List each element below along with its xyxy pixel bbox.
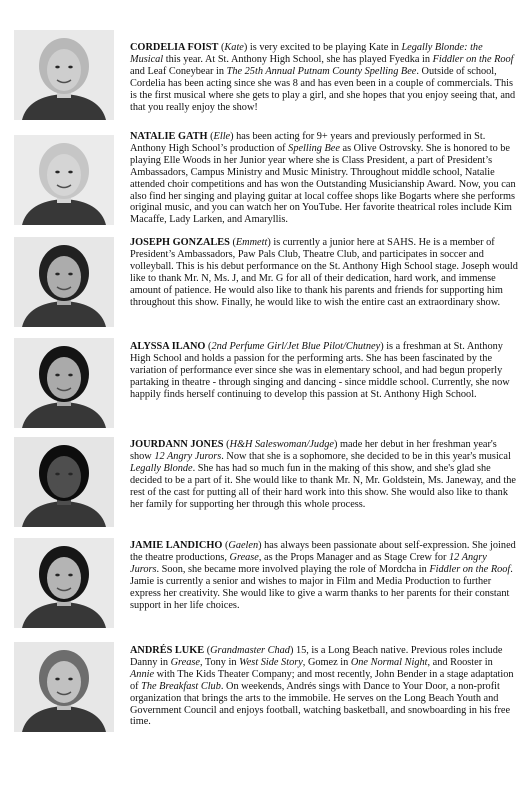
bio-text [130, 540, 518, 611]
cast-name: CORDELIA FOIST [130, 42, 219, 53]
left-eye [55, 473, 59, 476]
face [47, 357, 81, 399]
face [47, 49, 81, 91]
bio-text [130, 131, 518, 226]
bio-sentence: . Outside of school, Cordelia has been acting since she was 8 and has even been in a couple of commercials. This is the first musical where she gets to play a girl, and she hopes that you enjoy seeing that, and that you really enjoy the show! [130, 65, 516, 113]
face [47, 456, 81, 498]
bio-sentence: . On weekends, Andrés sings with Dance to Your Door, a non-profit organization that brings the arts to the immobile. He serves on the Long Beach Youth and Government Council and enjoys football, watching basketball, and snowboarding in his free time. [130, 680, 511, 728]
headshot-portrait [14, 642, 114, 732]
right-eye [68, 574, 72, 577]
headshot-portrait [14, 338, 114, 428]
bio-title-ref: 12 Angry Jurors [130, 551, 487, 575]
left-eye [55, 678, 59, 681]
bio-sentence: . She has had so much fun in the making of this show, and she's glad she decided to be a part of it. She would like to thank Mr. N, Mr. Goldstein, Ms. Janeway, and the rest of the cast for putting all of their hard work into this show. She would also like to thank her family for supporting her through this whole process. [130, 462, 516, 510]
role-close: ) [289, 645, 294, 656]
left-eye [55, 66, 59, 69]
role-close: ) [230, 131, 234, 142]
role-close: ) [380, 341, 384, 352]
bio-body [130, 645, 514, 727]
bio-title-ref: Spelling Bee [288, 142, 340, 154]
bio-text [130, 237, 518, 308]
headshot-photo [14, 437, 114, 527]
bio-title-ref: Grease [229, 551, 259, 563]
face [47, 661, 81, 703]
bio-sentence: is very excited to be playing Kate in [247, 42, 402, 53]
cast-name: NATALIE GATH [130, 131, 208, 142]
headshot-portrait [14, 237, 114, 327]
face [47, 154, 81, 196]
bio-text [130, 645, 518, 728]
headshot-photo [14, 30, 114, 120]
bio-title-ref: The Breakfast Club [141, 680, 221, 692]
right-eye [68, 374, 72, 377]
bio-sentence: is currently a junior here at SAHS. He is a member of President’s Ambassadors, Paw Pals Club, Theatre Club, and participates in soccer and volleyball. This is his debut performance on the St. Anthony High School stage. Joseph would like to thank Mr. N, Ms. J, and Mr. G for all of their dedication, hard work, and immense amount of patience. He would also like to thank his parents and friends for supporting him throughout this show. Finally, he would like to wish the entire cast an extraordinary show. [130, 237, 518, 308]
bio-sentence: , Tony in [199, 656, 240, 668]
bio-title-ref: Legally Blonde [130, 462, 193, 474]
bio-title-ref: West Side Story [239, 656, 303, 668]
bio-title-ref: Fiddler on the Roof [429, 563, 511, 575]
bio-sentence: this year. At St. Anthony High School, she has played Fyedka in [163, 53, 433, 65]
bio-title-ref: Annie [130, 668, 155, 680]
bio-title-ref: 12 Angry Jurors [154, 450, 222, 462]
cast-role: 2nd Perfume Girl/Jet Blue Pilot/Chutney [211, 341, 381, 352]
bio-sentence: made her debut in her freshman year's show [130, 439, 497, 462]
headshot-portrait [14, 30, 114, 120]
bio-sentence: . Soon, she became more involved playing the role of Mordcha in [156, 563, 430, 575]
bio-title-ref: Grease [170, 656, 200, 668]
role-open: ( [224, 540, 229, 551]
role-close: ) [258, 540, 262, 551]
cast-name: ALYSSA ILANO [130, 341, 206, 352]
cast-name: JOURDANN JONES [130, 439, 224, 450]
cast-name: JOSEPH GONZALES [130, 237, 230, 248]
cast-role: Emmett [235, 237, 268, 248]
left-eye [55, 374, 59, 377]
bio-sentence: with The Kids Theater Company; and most recently, John Bender in a stage adaptation of [130, 668, 514, 692]
headshot-portrait [14, 437, 114, 527]
headshot-photo [14, 538, 114, 628]
right-eye [68, 473, 72, 476]
right-eye [68, 66, 72, 69]
headshot-portrait [14, 135, 114, 225]
bio-title-ref: One Normal Night [350, 656, 428, 668]
right-eye [68, 171, 72, 174]
cast-name: ANDRÉS LUKE [130, 645, 205, 656]
role-open: ( [206, 645, 211, 656]
left-eye [55, 171, 59, 174]
left-eye [55, 273, 59, 276]
bio-sentence: . Jamie is currently a senior and wishes to major in Film and Media Production to further express her creativity. She would like to give a warm thanks to her parents for their constant support in her life choices. [130, 563, 513, 611]
headshot-photo [14, 237, 114, 327]
cast-name: JAMIE LANDICHO [130, 540, 223, 551]
bio-title-ref: The 25th Annual Putnam County Spelling Bee [226, 65, 417, 77]
bio-sentence: , and Rooster in [427, 656, 493, 668]
role-open: ( [220, 42, 225, 53]
cast-role: Elle [213, 131, 231, 142]
cast-role: Kate [224, 42, 244, 53]
bio-title-ref: Legally Blonde: the Musical [130, 42, 483, 65]
role-open: ( [208, 341, 212, 352]
cast-role: Gaelen [228, 540, 259, 551]
bio-sentence: 15, is a Long Beach native. Previous roles include Danny in [130, 645, 503, 668]
right-eye [68, 678, 72, 681]
bio-text [130, 341, 518, 401]
cast-role: H&H Saleswoman/Judge [229, 439, 334, 450]
bio-sentence: has been acting for 9+ years and previously performed in St. Anthony High School’s production of [130, 131, 486, 154]
headshot-photo [14, 338, 114, 428]
bio-title-ref: Fiddler on the Roof [432, 53, 514, 65]
bio-sentence: and Leaf Coneybear in [130, 65, 227, 77]
headshot-photo [14, 642, 114, 732]
role-open: ( [226, 439, 230, 450]
cast-role: Grandmaster Chad [210, 645, 290, 656]
headshot-portrait [14, 538, 114, 628]
bio-sentence: as Olive Ostrovsky. She is honored to be playing Elle Woods in her Junior year where she is Class President, a part of President’s Ambassadors, Campus Ministry and Music Ministry. Throughout middle school, Natalie attended choir competitions and has won the Outstanding Musicianship Award. Now, you can also find her singing and playing guitar at local coffee shops like Bogarts where she performs original music, and you can watch her on YouTube. Her favorite theatrical roles include Kim Macaffe, Lady Larken, and Amaryllis. [130, 142, 516, 226]
face [47, 557, 81, 599]
role-close: ) [267, 237, 271, 248]
left-eye [55, 574, 59, 577]
bio-sentence: . Now that she is a sophomore, she decided to be in this year's musical [221, 450, 511, 462]
bio-sentence: , Gomez in [302, 656, 351, 668]
role-close: ) [333, 439, 338, 450]
role-open: ( [232, 237, 236, 248]
bio-text [130, 42, 518, 113]
right-eye [68, 273, 72, 276]
role-open: ( [210, 131, 214, 142]
bio-sentence: , as the Props Manager and as Stage Crew for [258, 551, 450, 563]
role-close: ) [243, 42, 248, 53]
bio-sentence: is a freshman at St. Anthony High School and holds a passion for the performing arts. She has been fascinated by the variation of performance ever since she was in elementary school, and had begun properly partaking in theatre - through singing and dancing - since middle school. Currently, she now happily finds herself continuing to develop this passion at St. Anthony High School. [130, 341, 510, 400]
bio-text [130, 439, 518, 510]
headshot-photo [14, 135, 114, 225]
face [47, 256, 81, 298]
bio-body [130, 131, 516, 225]
bio-sentence: has always been passionate about self-expression. She joined the theatre productions, [130, 540, 516, 563]
